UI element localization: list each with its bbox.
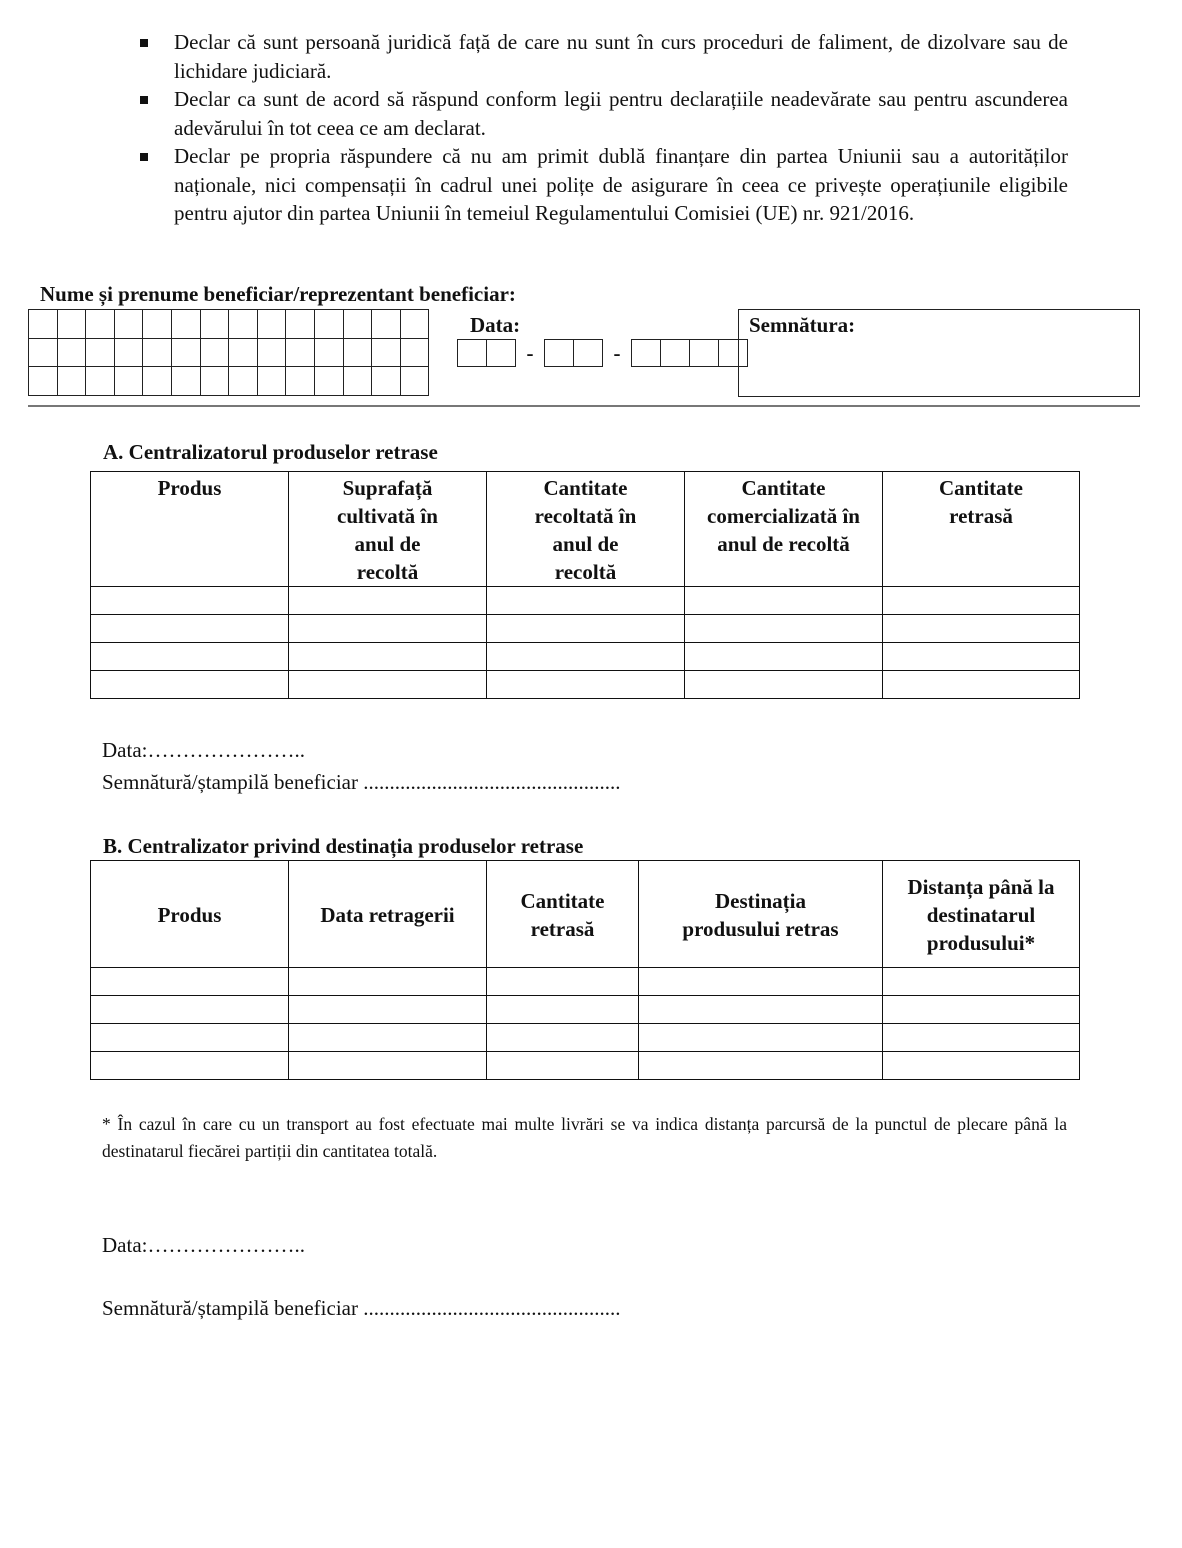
table-row xyxy=(91,643,1080,671)
table-cell[interactable] xyxy=(487,671,685,699)
table-cell[interactable] xyxy=(883,968,1080,996)
grid-cell[interactable] xyxy=(143,367,172,396)
declarations-list xyxy=(138,28,1068,228)
footnote: * În cazul în care cu un transport au fost efectuate mai multe livrări se va indica distanța parcursă de la punctul de plecare până la destinatarul fiecărei partiții din cantitatea totală. xyxy=(102,1114,1067,1161)
digit-box[interactable] xyxy=(661,340,690,366)
grid-cell[interactable] xyxy=(400,367,429,396)
grid-cell[interactable] xyxy=(86,310,115,339)
column-header xyxy=(639,861,883,968)
table-cell[interactable] xyxy=(639,1024,883,1052)
table-row xyxy=(91,615,1080,643)
table-cell[interactable] xyxy=(639,968,883,996)
table-cell[interactable] xyxy=(639,996,883,1024)
day-boxes[interactable] xyxy=(457,339,516,367)
declaration-text: Declar pe propria răspundere că nu am primit dublă finanțare din partea Uniunii sau a autorităților naționale, nici compensații în cadrul unei polițe de asigurare în ceea ce privește operațiunile eligibile pentru ajutor din partea Uniunii în temeiul Regulamentului Comisiei (UE) nr. 921/2016. xyxy=(174,144,1068,225)
date-label: Data: xyxy=(470,313,521,337)
signature-box[interactable] xyxy=(738,309,1140,397)
column-header-text: Destinația produsului retras xyxy=(682,889,839,941)
table-b-title: B. Centralizator privind destinația produselor retrase xyxy=(103,834,584,858)
table-cell[interactable] xyxy=(883,587,1080,615)
year-boxes[interactable] xyxy=(631,339,748,367)
table-cell[interactable] xyxy=(487,643,685,671)
signature-label: Semnătura: xyxy=(749,313,856,337)
grid-cell[interactable] xyxy=(143,338,172,367)
column-header-text: Cantitate retrasă xyxy=(520,889,605,941)
grid-cell[interactable] xyxy=(343,338,372,367)
table-b-date-line[interactable]: Data:………………….. xyxy=(102,1233,305,1257)
column-header: Data retragerii xyxy=(289,861,487,968)
table-row xyxy=(91,1052,1080,1080)
table-cell[interactable] xyxy=(685,587,883,615)
grid-cell[interactable] xyxy=(314,367,343,396)
table-cell[interactable] xyxy=(91,671,289,699)
table-cell[interactable] xyxy=(289,615,487,643)
column-header-text: Cantitate comercializată în anul de recoltă xyxy=(707,476,860,556)
column-header: Produs xyxy=(91,861,289,968)
grid-cell[interactable] xyxy=(257,338,286,367)
table-cell[interactable] xyxy=(487,1052,639,1080)
table-row xyxy=(91,968,1080,996)
table-cell[interactable] xyxy=(289,671,487,699)
grid-cell[interactable] xyxy=(229,367,258,396)
declaration-item xyxy=(138,28,1068,85)
table-row xyxy=(91,996,1080,1024)
table-cell[interactable] xyxy=(883,996,1080,1024)
table-header-row xyxy=(91,861,1080,968)
table-cell[interactable] xyxy=(487,996,639,1024)
table-cell[interactable] xyxy=(487,615,685,643)
grid-cell[interactable] xyxy=(343,367,372,396)
grid-cell[interactable] xyxy=(257,310,286,339)
grid-cell[interactable] xyxy=(372,338,401,367)
table-cell[interactable] xyxy=(91,1052,289,1080)
grid-row xyxy=(29,310,429,339)
grid-cell[interactable] xyxy=(372,367,401,396)
digit-box[interactable] xyxy=(458,340,487,366)
bullet-square-icon xyxy=(140,39,148,47)
column-header xyxy=(685,472,883,587)
table-a-signature-line[interactable]: Semnătură/ștampilă beneficiar ................................................. xyxy=(102,770,621,794)
column-header xyxy=(289,472,487,587)
grid-cell[interactable] xyxy=(200,310,229,339)
bullet-square-icon xyxy=(140,96,148,104)
grid-cell[interactable] xyxy=(171,367,200,396)
grid-cell[interactable] xyxy=(200,367,229,396)
grid-cell[interactable] xyxy=(372,310,401,339)
table-a xyxy=(90,471,1080,699)
grid-cell[interactable] xyxy=(171,338,200,367)
table-row xyxy=(91,1024,1080,1052)
table-cell[interactable] xyxy=(883,1024,1080,1052)
grid-cell[interactable] xyxy=(314,338,343,367)
table-row xyxy=(91,671,1080,699)
grid-cell[interactable] xyxy=(343,310,372,339)
table-b-signature-line[interactable]: Semnătură/ștampilă beneficiar ................................................. xyxy=(102,1296,621,1320)
table-cell[interactable] xyxy=(487,587,685,615)
table-cell[interactable] xyxy=(289,1052,487,1080)
column-header xyxy=(487,861,639,968)
declaration-item xyxy=(138,85,1068,142)
table-row xyxy=(91,587,1080,615)
declaration-item xyxy=(138,142,1068,228)
table-a-title: A. Centralizatorul produselor retrase xyxy=(103,440,438,464)
table-a-date-line[interactable]: Data:………………….. xyxy=(102,738,305,762)
grid-cell[interactable] xyxy=(400,338,429,367)
grid-cell[interactable] xyxy=(57,338,86,367)
column-header-text: Distanța până la destinatarul produsului* xyxy=(907,875,1055,955)
grid-cell[interactable] xyxy=(86,338,115,367)
grid-cell[interactable] xyxy=(86,367,115,396)
date-separator: - xyxy=(613,340,621,365)
table-cell[interactable] xyxy=(487,968,639,996)
grid-cell[interactable] xyxy=(57,367,86,396)
grid-cell[interactable] xyxy=(286,367,315,396)
digit-box[interactable] xyxy=(690,340,719,366)
table-cell[interactable] xyxy=(685,615,883,643)
table-b xyxy=(90,860,1080,1080)
table-cell[interactable] xyxy=(685,643,883,671)
declaration-text: Declar că sunt persoană juridică față de care nu sunt în curs proceduri de faliment, de dizolvare sau de lichidare judiciară. xyxy=(174,30,1068,83)
column-header: Produs xyxy=(91,472,289,587)
table-cell[interactable] xyxy=(883,1052,1080,1080)
grid-cell[interactable] xyxy=(57,310,86,339)
column-header-text: Cantitate retrasă xyxy=(939,476,1023,528)
grid-cell[interactable] xyxy=(200,338,229,367)
grid-cell[interactable] xyxy=(286,310,315,339)
bullet-square-icon xyxy=(140,153,148,161)
grid-row xyxy=(29,367,429,396)
grid-cell[interactable] xyxy=(400,310,429,339)
name-character-grid[interactable] xyxy=(28,309,429,396)
table-cell[interactable] xyxy=(91,643,289,671)
grid-cell[interactable] xyxy=(29,310,58,339)
name-label: Nume și prenume beneficiar/reprezentant beneficiar: xyxy=(40,282,516,306)
section-divider xyxy=(28,405,1140,407)
column-header-text: Suprafață cultivată în anul de recoltă xyxy=(337,476,438,584)
table-cell[interactable] xyxy=(883,671,1080,699)
table-cell[interactable] xyxy=(289,968,487,996)
digit-box[interactable] xyxy=(487,340,515,366)
table-cell[interactable] xyxy=(639,1052,883,1080)
column-header xyxy=(883,861,1080,968)
grid-cell[interactable] xyxy=(29,367,58,396)
table-cell[interactable] xyxy=(685,671,883,699)
grid-cell[interactable] xyxy=(286,338,315,367)
grid-cell[interactable] xyxy=(114,310,143,339)
digit-box[interactable] xyxy=(632,340,661,366)
grid-cell[interactable] xyxy=(314,310,343,339)
table-cell[interactable] xyxy=(289,996,487,1024)
table-cell[interactable] xyxy=(289,1024,487,1052)
grid-cell[interactable] xyxy=(143,310,172,339)
table-cell[interactable] xyxy=(91,615,289,643)
grid-cell[interactable] xyxy=(29,338,58,367)
grid-row xyxy=(29,338,429,367)
table-cell[interactable] xyxy=(91,1024,289,1052)
column-header xyxy=(487,472,685,587)
grid-cell[interactable] xyxy=(114,338,143,367)
digit-box[interactable] xyxy=(574,340,602,366)
table-cell[interactable] xyxy=(91,587,289,615)
table-header-row xyxy=(91,472,1080,587)
grid-cell[interactable] xyxy=(171,310,200,339)
grid-cell[interactable] xyxy=(229,338,258,367)
table-cell[interactable] xyxy=(289,643,487,671)
grid-cell[interactable] xyxy=(229,310,258,339)
table-cell[interactable] xyxy=(487,1024,639,1052)
table-cell[interactable] xyxy=(289,587,487,615)
table-cell[interactable] xyxy=(91,968,289,996)
table-cell[interactable] xyxy=(883,615,1080,643)
month-boxes[interactable] xyxy=(544,339,603,367)
grid-cell[interactable] xyxy=(114,367,143,396)
digit-box[interactable] xyxy=(545,340,574,366)
date-separator: - xyxy=(526,340,534,365)
date-boxes[interactable] xyxy=(457,339,748,367)
column-header-text: Cantitate recoltată în anul de recoltă xyxy=(534,476,637,584)
table-cell[interactable] xyxy=(91,996,289,1024)
table-cell[interactable] xyxy=(883,643,1080,671)
column-header xyxy=(883,472,1080,587)
declaration-text: Declar ca sunt de acord să răspund conform legii pentru declarațiile neadevărate sau pentru ascunderea adevărului în tot ceea ce am declarat. xyxy=(174,87,1068,140)
grid-cell[interactable] xyxy=(257,367,286,396)
